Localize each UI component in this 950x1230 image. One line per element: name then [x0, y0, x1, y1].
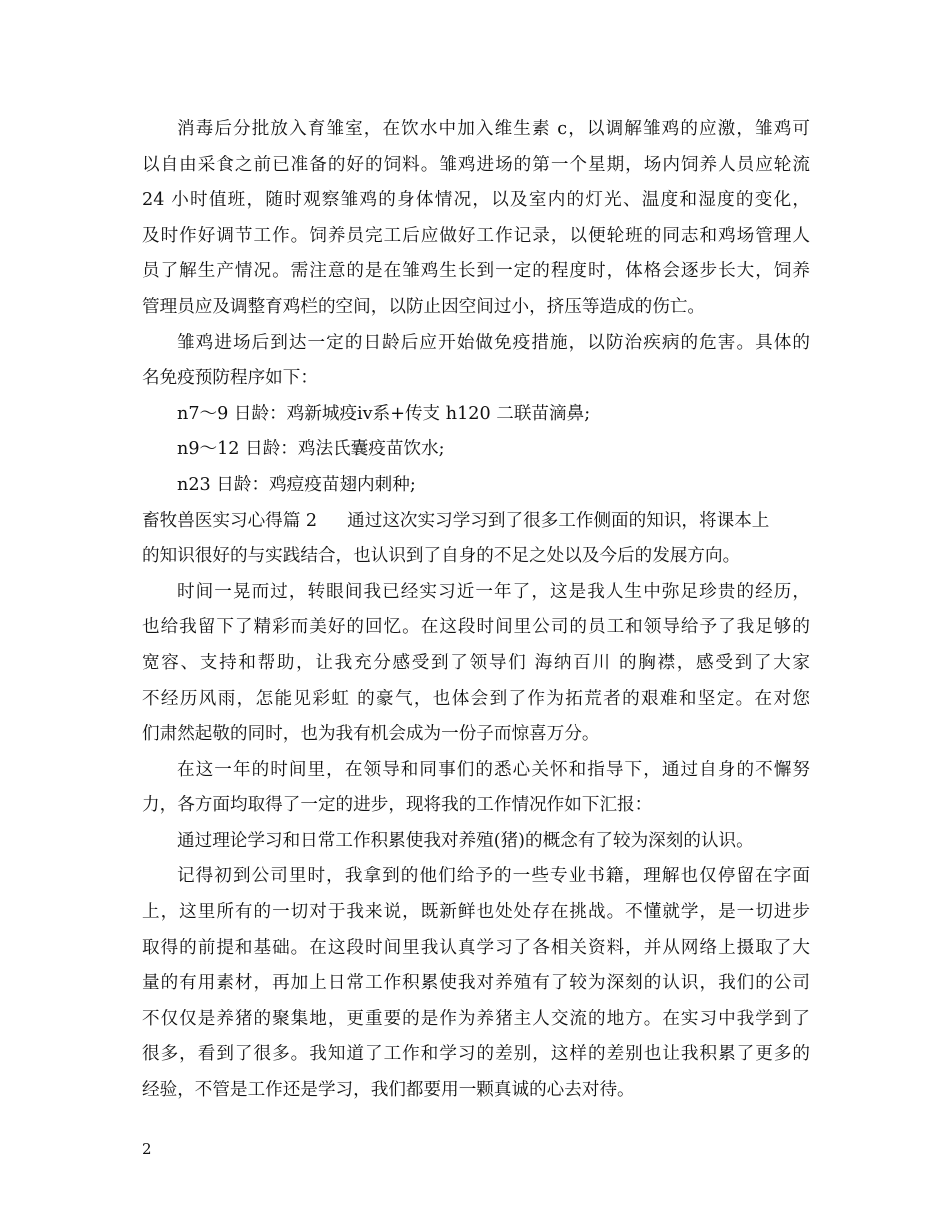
text-line: 取得的前提和基础。在这段时间里我认真学习了各相关资料，并从网络上摄取了大 — [142, 937, 810, 958]
paragraph-this-year — [142, 753, 810, 824]
text-line: 在这一年的时间里，在领导和同事们的悉心关怀和指导下，通过自身的不懈努 — [177, 759, 810, 780]
text-line: 及时作好调节工作。饲养员完工后应做好工作记录，以便轮班的同志和鸡场管理人 — [142, 225, 810, 246]
text-line: 力，各方面均取得了一定的进步，现将我的工作情况作如下汇报： — [142, 795, 653, 816]
text-line: 以自由采食之前已准备的好的饲料。雏鸡进场的第一个星期，场内饲养人员应轮流 — [142, 154, 810, 175]
text-line: 也给我留下了精彩而美好的回忆。在这段时间里公司的员工和领导给予了我足够的 — [142, 617, 810, 638]
text-line: 雏鸡进场后到达一定的日龄后应开始做免疫措施，以防治疾病的危害。具体的 — [177, 332, 810, 353]
paragraph-theory-study: 通过理论学习和日常工作积累使我对养殖(猪)的概念有了较为深刻的认识。 — [177, 830, 754, 851]
text-line: 记得初到公司里时，我拿到的他们给予的一些专业书籍，理解也仅停留在字面 — [177, 866, 810, 887]
paragraph-time-passes — [142, 575, 810, 753]
vaccine-schedule-item: n7～9 日龄：鸡新城疫ⅳ系+传支 h120 二联苗滴鼻; — [177, 403, 591, 424]
text-line: 不仅仅是养猪的聚集地，更重要的是作为养猪主人交流的地方。在实习中我学到了 — [142, 1008, 810, 1029]
section-heading: 畜牧兽医实习心得篇 2 — [142, 510, 318, 531]
paragraph-first-arrival — [142, 859, 810, 1108]
vaccine-schedule-item: n9～12 日龄：鸡法氏囊疫苗饮水; — [177, 439, 445, 460]
text-line: 经验，不管是工作还是学习，我们都要用一颗真诚的心去对待。 — [142, 1080, 635, 1101]
text-line: 很多，看到了很多。我知道了工作和学习的差别，这样的差别也让我积累了更多的 — [142, 1044, 810, 1065]
paragraph-disinfection — [142, 112, 810, 326]
text-line: 时间一晃而过，转眼间我已经实习近一年了，这是我人生中弥足珍贵的经历， — [177, 581, 810, 602]
document-body — [142, 112, 810, 1109]
text-line: 员了解生产情况。需注意的是在雏鸡生长到一定的程度时，体格会逐步长大，饲养 — [142, 261, 810, 282]
text-line: 宽容、支持和帮助，让我充分感受到了领导们 海纳百川 的胸襟，感受到了大家 — [142, 652, 810, 673]
text-line: 24 小时值班，随时观察雏鸡的身体情况，以及室内的灯光、温度和湿度的变化， — [142, 190, 810, 211]
paragraph-immunization — [142, 326, 810, 397]
vaccine-schedule-item: n23 日龄：鸡痘疫苗翅内刺种; — [177, 474, 416, 495]
text-line: 们肃然起敬的同时，也为我有机会成为一份子而惊喜万分。 — [142, 724, 600, 745]
text-line: 管理员应及调整育鸡栏的空间，以防止因空间过小，挤压等造成的伤亡。 — [142, 296, 706, 317]
text-line: 名免疫预防程序如下： — [142, 368, 318, 389]
inline-text: 通过这次实习学习到了很多工作侧面的知识，将课本上 — [347, 510, 770, 531]
text-line: 量的有用素材，再加上日常工作积累使我对养殖有了较为深刻的认识，我们的公司 — [142, 973, 810, 994]
section-internship-2 — [142, 504, 810, 575]
text-line: 不经历风雨，怎能见彩虹 的豪气，也体会到了作为拓荒者的艰难和坚定。在对您 — [142, 688, 810, 709]
text-line: 消毒后分批放入育雏室，在饮水中加入维生素 c，以调解雏鸡的应激，雏鸡可 — [177, 119, 810, 139]
text-line: 上，这里所有的一切对于我来说，既新鲜也处处存在挑战。不懂就学，是一切进步 — [142, 902, 810, 923]
page-number: 2 — [142, 1140, 152, 1158]
text-line — [142, 504, 810, 540]
text-line: 的知识很好的与实践结合，也认识到了自身的不足之处以及今后的发展方向。 — [142, 546, 741, 567]
